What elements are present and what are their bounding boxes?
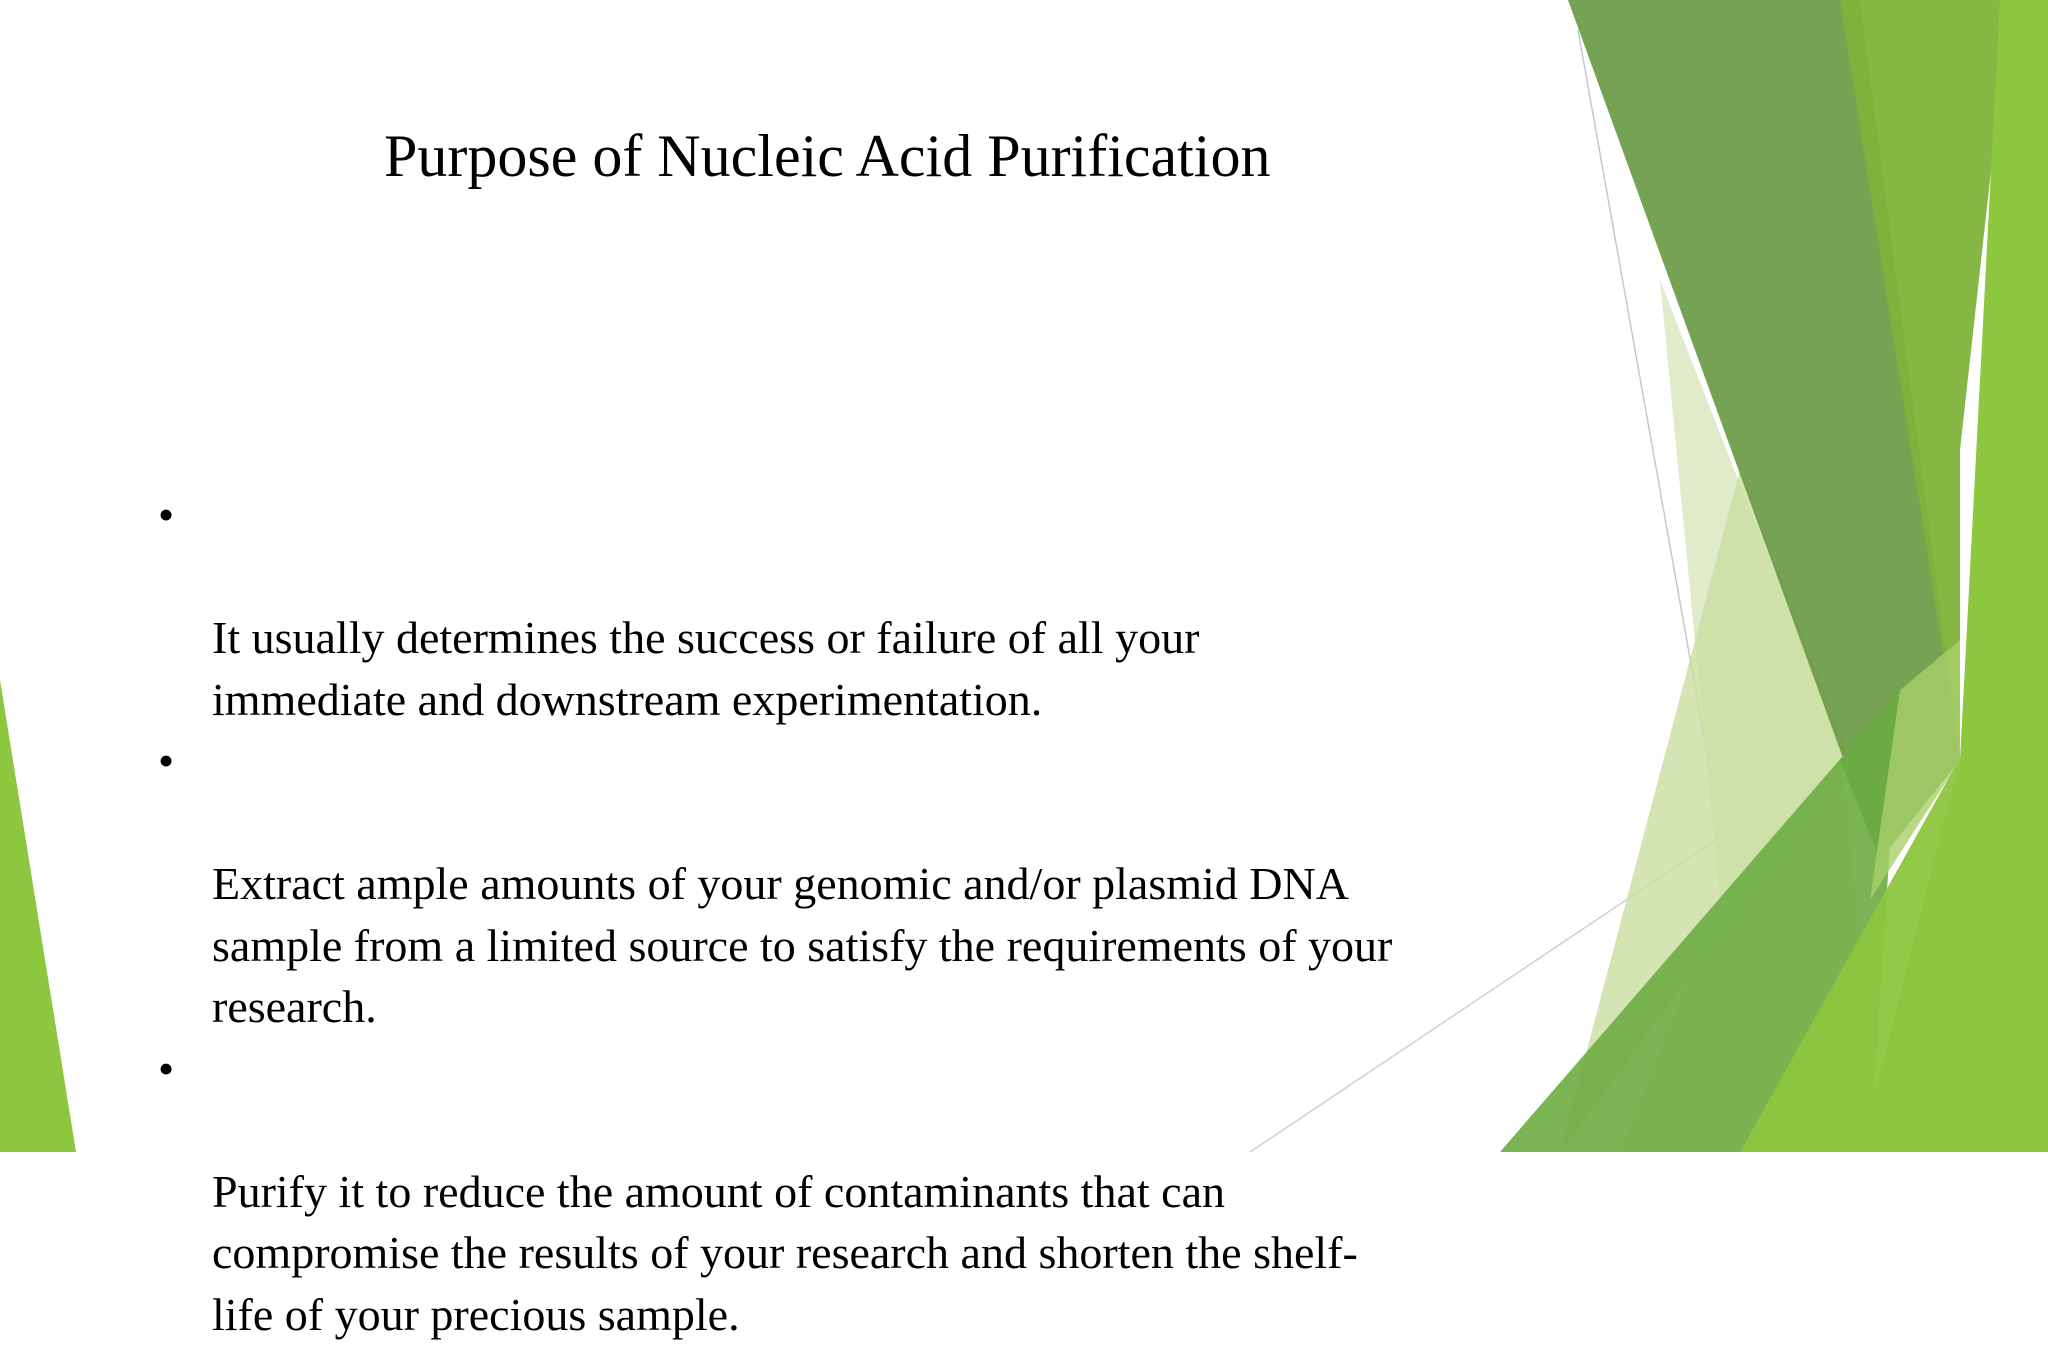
left-edge-shape	[0, 680, 76, 1152]
bullet-dot: •	[158, 484, 174, 546]
bullet-text: Purify it to reduce the amount of contaminants that can compromise the results of your research and shorten the shelf- life of your precious sample.	[212, 1166, 1358, 1340]
bullet-item	[158, 484, 1558, 730]
slide-title: Purpose of Nucleic Acid Purification	[384, 120, 1270, 192]
bullet-text: Extract ample amounts of your genomic and/or plasmid DNA sample from a limited source to satisfy the requirements of your research.	[212, 858, 1392, 1032]
bullet-list	[158, 484, 1558, 1345]
bullet-dot: •	[158, 730, 174, 792]
bullet-text: It usually determines the success or failure of all your immediate and downstream experimentation.	[212, 612, 1199, 725]
bullet-item	[158, 730, 1558, 1038]
bullet-dot: •	[158, 1038, 174, 1100]
bullet-item	[158, 1038, 1558, 1345]
